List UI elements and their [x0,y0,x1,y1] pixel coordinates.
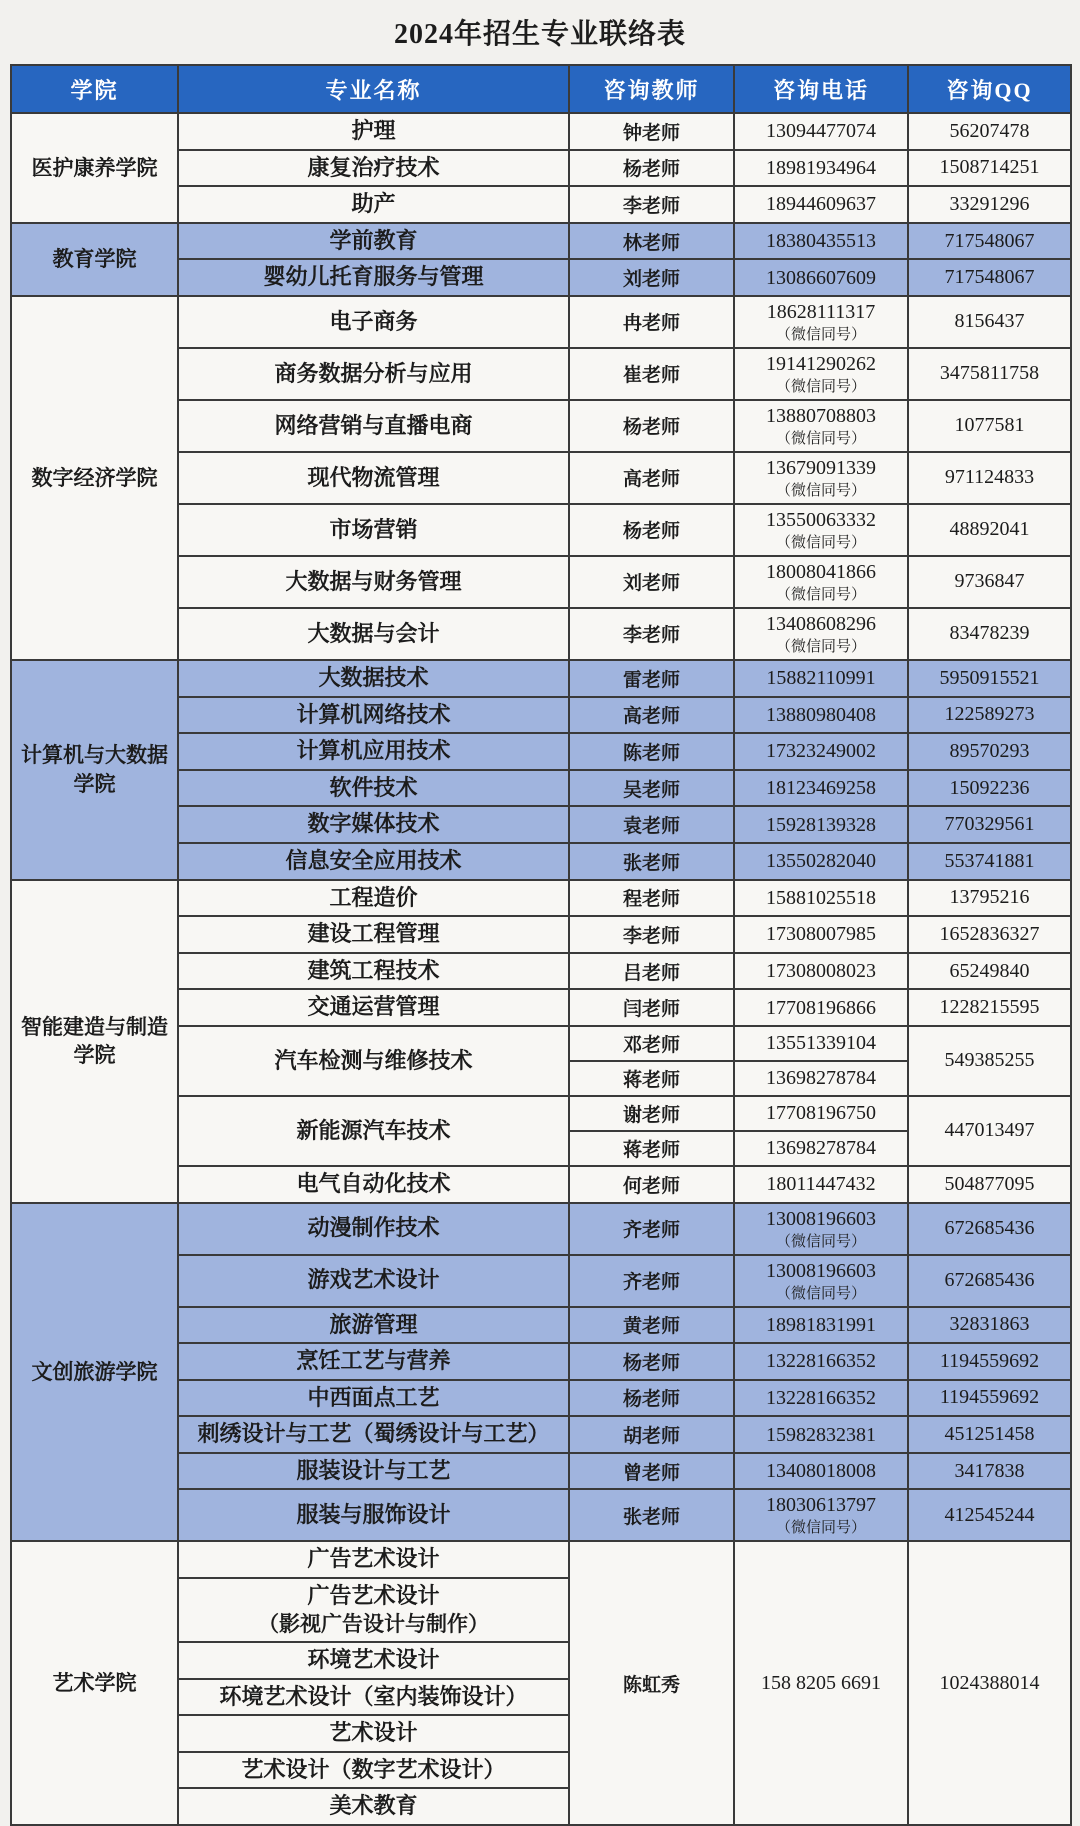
qq-cell: 15092236 [908,770,1071,807]
header-phone: 咨询电话 [734,65,908,113]
phone-cell [734,1416,908,1453]
qq-cell: 1194559692 [908,1380,1071,1417]
qq-cell: 717548067 [908,259,1071,296]
major-name: 中西面点工艺 [307,1384,440,1410]
phone-number: 13408608296 [766,612,876,635]
phone-number: 17708196750 [766,1102,876,1125]
table-row [11,296,1071,348]
teacher-cell: 李老师 [569,608,734,660]
phone-cell [734,400,908,452]
phone-number: 13698278784 [766,1067,876,1090]
major-name: 建筑工程技术 [307,957,440,983]
phone-cell [734,223,908,260]
teacher-cell: 杨老师 [569,1343,734,1380]
header-major: 专业名称 [178,65,569,113]
qq-cell: 122589273 [908,697,1071,734]
qq-cell: 717548067 [908,223,1071,260]
major-name: 新能源汽车技术 [296,1117,451,1143]
major-name: 助产 [351,191,396,217]
major-cell [178,1343,569,1380]
major-name: 艺术设计 [329,1720,418,1746]
major-name: 大数据技术 [318,664,429,690]
phone-cell [734,989,908,1026]
qq-cell: 13795216 [908,880,1071,917]
college-cell: 数字经济学院 [11,296,178,660]
phone-cell [734,1166,908,1203]
major-name: 交通运营管理 [307,994,440,1020]
teacher-cell: 陈老师 [569,733,734,770]
college-cell: 教育学院 [11,223,178,296]
qq-cell: 5950915521 [908,660,1071,697]
major-name: 现代物流管理 [307,464,440,490]
major-cell [178,400,569,452]
major-cell [178,186,569,223]
major-name: 商务数据分析与应用 [274,360,473,386]
phone-cell [734,770,908,807]
phone-number: 15881025518 [766,886,876,909]
major-cell [178,296,569,348]
major-name: 婴幼儿托育服务与管理 [263,264,484,290]
table-row [11,660,1071,697]
phone-note: （微信同号） [775,1285,866,1302]
major-name: 烹饪工艺与营养 [296,1348,451,1374]
phone-number: 13008196603 [766,1259,876,1282]
teacher-cell: 胡老师 [569,1416,734,1453]
major-name: 市场营销 [329,516,418,542]
qq-cell: 504877095 [908,1166,1071,1203]
major-cell [178,223,569,260]
phone-cell [734,1203,908,1255]
phone-cell [734,1541,908,1824]
major-cell [178,1026,569,1096]
teacher-cell: 程老师 [569,880,734,917]
major-name: 网络营销与直播电商 [274,412,473,438]
phone-cell [734,1343,908,1380]
qq-cell: 1194559692 [908,1343,1071,1380]
major-cell [178,843,569,880]
teacher-cell: 崔老师 [569,348,734,400]
phone-note: （微信同号） [775,1233,866,1250]
major-name: 电子商务 [329,308,418,334]
major-cell [178,1203,569,1255]
phone-cell [734,259,908,296]
table-header [11,65,1071,113]
major-name: 旅游管理 [329,1311,418,1337]
teacher-cell: 高老师 [569,697,734,734]
major-cell [178,1380,569,1417]
table-row [11,1203,1071,1255]
teacher-cell: 高老师 [569,452,734,504]
major-name: 工程造价 [329,884,418,910]
phone-cell [734,1255,908,1307]
teacher-cell: 冉老师 [569,296,734,348]
major-cell [178,1679,569,1716]
major-name: 计算机应用技术 [296,738,451,764]
teacher-cell: 吕老师 [569,953,734,990]
major-name: 计算机网络技术 [296,701,451,727]
major-cell [178,916,569,953]
phone-number: 15882110991 [766,667,876,690]
teacher-cell: 闫老师 [569,989,734,1026]
teacher-cell: 谢老师 [569,1096,734,1131]
phone-cell [734,806,908,843]
phone-number: 13880708803 [766,404,876,427]
phone-note: （微信同号） [775,586,866,603]
qq-cell: 553741881 [908,843,1071,880]
major-cell [178,1642,569,1679]
phone-cell [734,150,908,187]
major-cell [178,1166,569,1203]
phone-number: 158 8205 6691 [761,1672,881,1695]
major-name: 刺绣设计与工艺（蜀绣设计与工艺） [197,1421,550,1447]
table-row [11,1541,1071,1578]
teacher-cell: 张老师 [569,843,734,880]
phone-number: 15982832381 [766,1423,876,1446]
teacher-cell: 吴老师 [569,770,734,807]
phone-cell [734,1380,908,1417]
phone-note: （微信同号） [775,482,866,499]
page-title: 2024年招生专业联络表 [393,19,686,50]
major-name: 汽车检测与维修技术 [274,1047,473,1073]
qq-cell: 672685436 [908,1203,1071,1255]
qq-cell: 1077581 [908,400,1071,452]
major-cell [178,113,569,150]
teacher-cell: 何老师 [569,1166,734,1203]
teacher-cell: 李老师 [569,916,734,953]
teacher-cell: 刘老师 [569,556,734,608]
major-cell [178,1541,569,1578]
major-cell [178,1416,569,1453]
phone-note: （微信同号） [775,378,866,395]
qq-cell: 33291296 [908,186,1071,223]
major-cell [178,806,569,843]
teacher-cell: 杨老师 [569,1380,734,1417]
header-teacher: 咨询教师 [569,65,734,113]
major-name: 康复治疗技术 [307,154,440,180]
qq-cell: 447013497 [908,1096,1071,1166]
qq-cell: 48892041 [908,504,1071,556]
header-qq: 咨询QQ [908,65,1071,113]
phone-cell [734,1307,908,1344]
college-cell: 医护康养学院 [11,113,178,223]
phone-number: 13008196603 [766,1207,876,1230]
major-name: 动漫制作技术 [307,1215,440,1241]
phone-number: 13228166352 [766,1350,876,1373]
qq-cell: 65249840 [908,953,1071,990]
teacher-cell: 李老师 [569,186,734,223]
phone-cell [734,556,908,608]
phone-cell [734,916,908,953]
teacher-cell: 陈虹秀 [569,1541,734,1824]
teacher-cell: 邓老师 [569,1026,734,1061]
table-row [11,880,1071,917]
teacher-cell: 张老师 [569,1489,734,1541]
phone-cell [734,733,908,770]
major-name: 环境艺术设计 [307,1646,440,1672]
teacher-cell: 蒋老师 [569,1061,734,1096]
qq-cell: 32831863 [908,1307,1071,1344]
major-name: 广告艺术设计 [307,1546,440,1572]
header-college: 学院 [11,65,178,113]
college-cell: 智能建造与制造学院 [11,880,178,1203]
teacher-cell: 杨老师 [569,400,734,452]
qq-cell: 451251458 [908,1416,1071,1453]
phone-number: 13550282040 [766,850,876,873]
major-name: 数字媒体技术 [307,811,440,837]
major-cell [178,989,569,1026]
teacher-cell: 袁老师 [569,806,734,843]
major-cell [178,733,569,770]
phone-number: 15928139328 [766,813,876,836]
college-cell: 计算机与大数据学院 [11,660,178,880]
major-cell [178,660,569,697]
major-cell [178,1096,569,1166]
major-cell [178,953,569,990]
teacher-cell: 杨老师 [569,150,734,187]
qq-cell: 770329561 [908,806,1071,843]
phone-number: 13228166352 [766,1386,876,1409]
phone-note: （微信同号） [775,534,866,551]
phone-cell [734,1131,908,1166]
major-name-line2: （影视广告设计与制作） [258,1611,489,1636]
phone-number: 13550063332 [766,508,876,531]
major-cell [178,1307,569,1344]
major-name: 建设工程管理 [307,921,440,947]
major-cell [178,452,569,504]
phone-number: 19141290262 [766,352,876,375]
phone-number: 18981831991 [766,1313,876,1336]
phone-cell [734,1026,908,1061]
major-name: 广告艺术设计 [307,1583,440,1609]
major-cell [178,770,569,807]
phone-note: （微信同号） [775,326,866,343]
phone-cell [734,186,908,223]
major-name: 学前教育 [329,227,418,253]
phone-number: 13408018008 [766,1460,876,1483]
qq-cell: 56207478 [908,113,1071,150]
teacher-cell: 钟老师 [569,113,734,150]
phone-note: （微信同号） [775,1520,866,1537]
teacher-cell: 刘老师 [569,259,734,296]
major-cell [178,1255,569,1307]
major-name: 护理 [351,118,396,143]
phone-cell [734,113,908,150]
major-cell [178,697,569,734]
qq-cell: 1228215595 [908,989,1071,1026]
phone-cell [734,348,908,400]
phone-number: 17308008023 [766,960,876,983]
college-cell: 艺术学院 [11,1541,178,1824]
phone-cell [734,504,908,556]
phone-cell [734,880,908,917]
phone-cell [734,608,908,660]
qq-cell: 9736847 [908,556,1071,608]
major-name: 游戏艺术设计 [307,1267,440,1293]
phone-number: 18008041866 [766,560,876,583]
qq-cell: 3417838 [908,1453,1071,1490]
phone-cell [734,296,908,348]
qq-cell: 1652836327 [908,916,1071,953]
phone-number: 13086607609 [766,266,876,289]
major-cell [178,1715,569,1752]
qq-cell: 412545244 [908,1489,1071,1541]
major-name: 艺术设计（数字艺术设计） [241,1756,506,1782]
major-name: 环境艺术设计（室内装饰设计） [219,1683,528,1709]
phone-cell [734,697,908,734]
major-name: 服装设计与工艺 [296,1457,451,1483]
major-name: 服装与服饰设计 [296,1502,451,1528]
phone-number: 18030613797 [766,1494,876,1517]
phone-cell [734,1061,908,1096]
teacher-cell: 杨老师 [569,504,734,556]
qq-cell: 1508714251 [908,150,1071,187]
major-cell [178,1578,569,1642]
qq-cell: 8156437 [908,296,1071,348]
phone-cell [734,843,908,880]
phone-number: 18628111317 [766,300,876,323]
qq-cell: 83478239 [908,608,1071,660]
phone-number: 13094477074 [766,120,876,143]
teacher-cell: 齐老师 [569,1203,734,1255]
phone-number: 13880980408 [766,703,876,726]
major-cell [178,1752,569,1789]
phone-number: 13551339104 [766,1032,876,1055]
phone-number: 13698278784 [766,1137,876,1160]
table-body [11,113,1071,1825]
qq-cell: 672685436 [908,1255,1071,1307]
major-cell [178,608,569,660]
major-name: 电气自动化技术 [296,1170,451,1196]
phone-note: （微信同号） [775,638,866,655]
major-name: 大数据与财务管理 [285,568,462,594]
phone-number: 18123469258 [766,777,876,800]
phone-cell [734,1489,908,1541]
major-name: 美术教育 [329,1793,418,1819]
major-cell [178,880,569,917]
teacher-cell: 雷老师 [569,660,734,697]
table-row [11,113,1071,150]
phone-cell [734,452,908,504]
major-cell [178,259,569,296]
teacher-cell: 曾老师 [569,1453,734,1490]
phone-number: 17708196866 [766,996,876,1019]
phone-cell [734,1096,908,1131]
major-cell [178,1788,569,1825]
major-cell [178,504,569,556]
qq-cell: 1024388014 [908,1541,1071,1824]
qq-cell: 89570293 [908,733,1071,770]
phone-cell [734,1453,908,1490]
table-row [11,223,1071,260]
phone-number: 18944609637 [766,193,876,216]
major-name: 大数据与会计 [307,620,440,646]
teacher-cell: 齐老师 [569,1255,734,1307]
phone-cell [734,953,908,990]
phone-note: （微信同号） [775,430,866,447]
phone-cell [734,660,908,697]
major-cell [178,1489,569,1541]
college-cell: 文创旅游学院 [11,1203,178,1542]
major-cell [178,556,569,608]
major-name: 软件技术 [329,774,418,800]
major-cell [178,150,569,187]
qq-cell: 3475811758 [908,348,1071,400]
phone-number: 18981934964 [766,156,876,179]
major-cell [178,348,569,400]
qq-cell: 971124833 [908,452,1071,504]
phone-number: 18380435513 [766,230,876,253]
phone-number: 13679091339 [766,456,876,479]
major-name: 信息安全应用技术 [285,847,462,873]
phone-number: 18011447432 [766,1173,876,1196]
qq-cell: 549385255 [908,1026,1071,1096]
phone-number: 17308007985 [766,923,876,946]
teacher-cell: 黄老师 [569,1307,734,1344]
major-cell [178,1453,569,1490]
teacher-cell: 蒋老师 [569,1131,734,1166]
phone-number: 17323249002 [766,740,876,763]
contact-table [10,64,1072,1826]
teacher-cell: 林老师 [569,223,734,260]
